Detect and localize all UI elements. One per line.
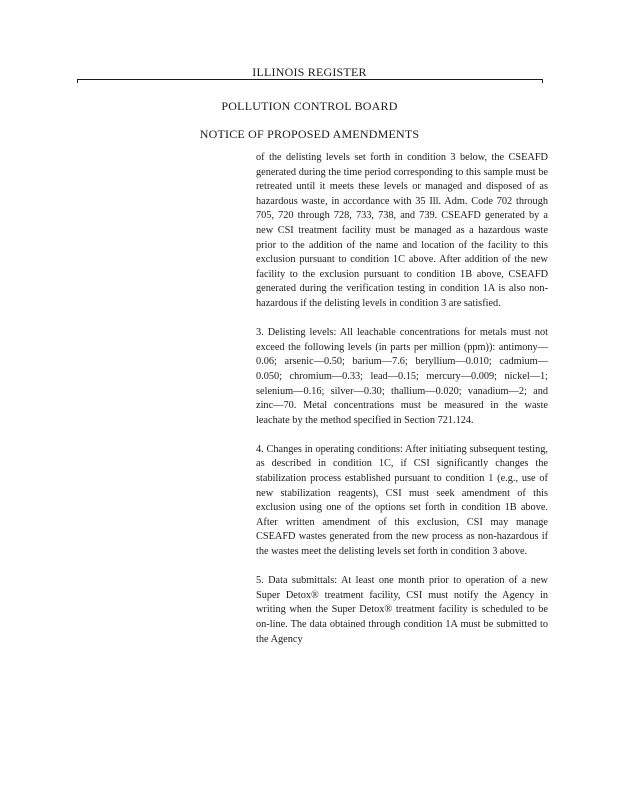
body-text: [256, 151, 548, 647]
paragraph-operating-changes: 4. Changes in operating conditions: After initiating subsequent testing, as described in condition 1C, if CSI significantly changes the stabilization process established pursuant to condition 1 (e.g., use of new stabilization reagents), CSI must seek amendment of this exclusion using one of the options set forth in condition 1B above. After written amendment of this exclusion, CSI may manage CSEAFD wastes generated from the new process as non-hazardous if the wastes meet the delisting levels set forth in condition 3 above.: [256, 443, 548, 558]
board-name: POLLUTION CONTROL BOARD: [221, 99, 398, 113]
paragraph-delisting-levels: 3. Delisting levels: All leachable concentrations for metals must not exceed the following levels (in parts per million (ppm)): antimony—0.06; arsenic—0.50; barium—7.6; beryllium—0.010; cadmium—0.050; chromium—0.33; lead—0.15; mercury—0.009; nickel—1; selenium—0.16; silver—0.30; thallium—0.020; vanadium—2; and zinc—70. Metal concentrations must be measured in the waste leachate by the method specified in Section 721.124.: [256, 327, 548, 426]
register-title: ILLINOIS REGISTER: [252, 65, 367, 79]
header-rule-tick-right: [542, 79, 543, 83]
header-rule: [77, 79, 543, 80]
notice-title: NOTICE OF PROPOSED AMENDMENTS: [199, 127, 420, 141]
paragraph-data-submittals: 5. Data submittals: At least one month prior to operation of a new Super Detox® treatment facility, CSI must notify the Agency in writing when the Super Detox® treatment facility is scheduled to be on-line. The data obtained through condition 1A must be submitted to the Agency: [256, 575, 548, 645]
paragraph-continuation: of the delisting levels set forth in condition 3 below, the CSEAFD generated during the time period corresponding to this sample must be retreated until it meets these levels or managed and disposed of as hazardous waste, in accordance with 35 Ill. Adm. Code 702 through 705, 720 through 728, 733, 738, and 739. CSEAFD generated by a new CSI treatment facility must be managed as a hazardous waste prior to the addition of the name and location of the facility to this exclusion pursuant to condition 1C above. After addition of the new facility to the exclusion pursuant to condition 1B above, CSEAFD generated during the verification testing in condition 1A is also non-hazardous if the delisting levels in condition 3 are satisfied.: [256, 152, 548, 309]
header-rule-tick-left: [77, 79, 78, 83]
